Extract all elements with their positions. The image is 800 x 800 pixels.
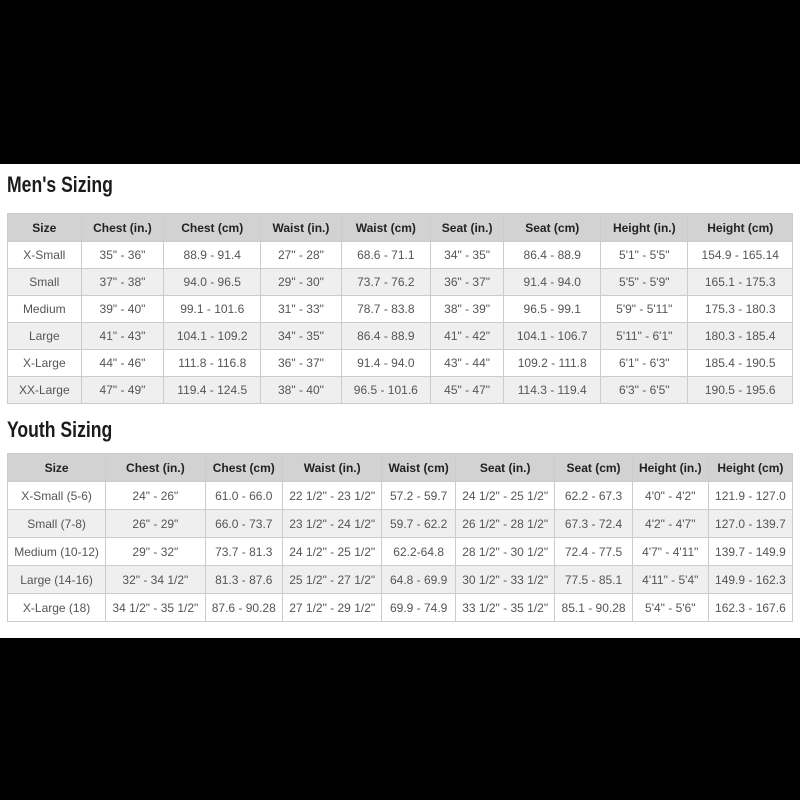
size-cell: Small [8, 269, 82, 296]
value-cell: 69.9 - 74.9 [382, 594, 456, 622]
value-cell: 190.5 - 195.6 [688, 377, 793, 404]
value-cell: 34 1/2" - 35 1/2" [106, 594, 205, 622]
size-cell: X-Large (18) [8, 594, 106, 622]
value-cell: 94.0 - 96.5 [164, 269, 261, 296]
value-cell: 127.0 - 139.7 [708, 510, 792, 538]
value-cell: 24 1/2" - 25 1/2" [282, 538, 381, 566]
youth-sizing-title [7, 419, 793, 441]
column-header: Size [8, 214, 82, 242]
value-cell: 5'1" - 5'5" [601, 242, 688, 269]
value-cell: 86.4 - 88.9 [341, 323, 430, 350]
value-cell: 165.1 - 175.3 [688, 269, 793, 296]
value-cell: 109.2 - 111.8 [504, 350, 601, 377]
value-cell: 27" - 28" [261, 242, 342, 269]
value-cell: 41" - 43" [81, 323, 164, 350]
value-cell: 36" - 37" [261, 350, 342, 377]
sizing-content [0, 174, 800, 638]
value-cell: 25 1/2" - 27 1/2" [282, 566, 381, 594]
value-cell: 35" - 36" [81, 242, 164, 269]
column-header: Seat (in.) [455, 454, 554, 482]
value-cell: 33 1/2" - 35 1/2" [455, 594, 554, 622]
value-cell: 88.9 - 91.4 [164, 242, 261, 269]
value-cell: 37" - 38" [81, 269, 164, 296]
value-cell: 32" - 34 1/2" [106, 566, 205, 594]
value-cell: 180.3 - 185.4 [688, 323, 793, 350]
value-cell: 61.0 - 66.0 [205, 482, 282, 510]
size-cell: X-Small (5-6) [8, 482, 106, 510]
column-header: Height (cm) [688, 214, 793, 242]
value-cell: 139.7 - 149.9 [708, 538, 792, 566]
value-cell: 162.3 - 167.6 [708, 594, 792, 622]
column-header: Chest (cm) [164, 214, 261, 242]
value-cell: 104.1 - 109.2 [164, 323, 261, 350]
value-cell: 44" - 46" [81, 350, 164, 377]
size-cell: Medium (10-12) [8, 538, 106, 566]
value-cell: 45" - 47" [430, 377, 504, 404]
value-cell: 4'7" - 4'11" [632, 538, 708, 566]
table-row [8, 323, 793, 350]
mens-sizing-title [7, 174, 793, 196]
value-cell: 34" - 35" [261, 323, 342, 350]
value-cell: 59.7 - 62.2 [382, 510, 456, 538]
table-row [8, 242, 793, 269]
value-cell: 62.2 - 67.3 [555, 482, 632, 510]
table-row [8, 482, 793, 510]
value-cell: 23 1/2" - 24 1/2" [282, 510, 381, 538]
value-cell: 6'1" - 6'3" [601, 350, 688, 377]
value-cell: 78.7 - 83.8 [341, 296, 430, 323]
column-header: Chest (cm) [205, 454, 282, 482]
value-cell: 68.6 - 71.1 [341, 242, 430, 269]
value-cell: 28 1/2" - 30 1/2" [455, 538, 554, 566]
value-cell: 5'11" - 6'1" [601, 323, 688, 350]
column-header: Waist (cm) [341, 214, 430, 242]
value-cell: 111.8 - 116.8 [164, 350, 261, 377]
value-cell: 4'11" - 5'4" [632, 566, 708, 594]
value-cell: 96.5 - 99.1 [504, 296, 601, 323]
value-cell: 91.4 - 94.0 [504, 269, 601, 296]
size-cell: XX-Large [8, 377, 82, 404]
column-header: Seat (cm) [555, 454, 632, 482]
value-cell: 66.0 - 73.7 [205, 510, 282, 538]
value-cell: 72.4 - 77.5 [555, 538, 632, 566]
column-header: Seat (cm) [504, 214, 601, 242]
column-header: Waist (in.) [282, 454, 381, 482]
value-cell: 119.4 - 124.5 [164, 377, 261, 404]
value-cell: 38" - 39" [430, 296, 504, 323]
value-cell: 77.5 - 85.1 [555, 566, 632, 594]
column-header: Chest (in.) [106, 454, 205, 482]
size-cell: Medium [8, 296, 82, 323]
value-cell: 175.3 - 180.3 [688, 296, 793, 323]
value-cell: 57.2 - 59.7 [382, 482, 456, 510]
value-cell: 73.7 - 76.2 [341, 269, 430, 296]
value-cell: 22 1/2" - 23 1/2" [282, 482, 381, 510]
size-cell: Large [8, 323, 82, 350]
table-row [8, 377, 793, 404]
value-cell: 30 1/2" - 33 1/2" [455, 566, 554, 594]
header-row [8, 454, 793, 482]
value-cell: 41" - 42" [430, 323, 504, 350]
value-cell: 6'3" - 6'5" [601, 377, 688, 404]
value-cell: 81.3 - 87.6 [205, 566, 282, 594]
value-cell: 47" - 49" [81, 377, 164, 404]
value-cell: 104.1 - 106.7 [504, 323, 601, 350]
table-row [8, 594, 793, 622]
value-cell: 64.8 - 69.9 [382, 566, 456, 594]
top-black-bar [0, 0, 800, 164]
table-row [8, 350, 793, 377]
value-cell: 121.9 - 127.0 [708, 482, 792, 510]
header-row [8, 214, 793, 242]
value-cell: 149.9 - 162.3 [708, 566, 792, 594]
table-row [8, 296, 793, 323]
value-cell: 5'4" - 5'6" [632, 594, 708, 622]
value-cell: 29" - 30" [261, 269, 342, 296]
value-cell: 5'9" - 5'11" [601, 296, 688, 323]
size-cell: Large (14-16) [8, 566, 106, 594]
column-header: Waist (in.) [261, 214, 342, 242]
size-cell: X-Large [8, 350, 82, 377]
value-cell: 114.3 - 119.4 [504, 377, 601, 404]
table-row [8, 566, 793, 594]
table-row [8, 510, 793, 538]
value-cell: 26" - 29" [106, 510, 205, 538]
value-cell: 62.2-64.8 [382, 538, 456, 566]
value-cell: 43" - 44" [430, 350, 504, 377]
value-cell: 73.7 - 81.3 [205, 538, 282, 566]
value-cell: 91.4 - 94.0 [341, 350, 430, 377]
value-cell: 185.4 - 190.5 [688, 350, 793, 377]
size-cell: X-Small [8, 242, 82, 269]
value-cell: 24 1/2" - 25 1/2" [455, 482, 554, 510]
value-cell: 86.4 - 88.9 [504, 242, 601, 269]
value-cell: 4'0" - 4'2" [632, 482, 708, 510]
value-cell: 87.6 - 90.28 [205, 594, 282, 622]
column-header: Height (cm) [708, 454, 792, 482]
table-row [8, 269, 793, 296]
size-cell: Small (7-8) [8, 510, 106, 538]
table-row [8, 538, 793, 566]
value-cell: 5'5" - 5'9" [601, 269, 688, 296]
value-cell: 154.9 - 165.14 [688, 242, 793, 269]
column-header: Height (in.) [632, 454, 708, 482]
value-cell: 38" - 40" [261, 377, 342, 404]
value-cell: 34" - 35" [430, 242, 504, 269]
column-header: Seat (in.) [430, 214, 504, 242]
youth-sizing-table [7, 453, 793, 622]
value-cell: 67.3 - 72.4 [555, 510, 632, 538]
column-header: Height (in.) [601, 214, 688, 242]
value-cell: 24" - 26" [106, 482, 205, 510]
value-cell: 39" - 40" [81, 296, 164, 323]
mens-sizing-title-text: Men's Sizing [7, 172, 113, 197]
value-cell: 96.5 - 101.6 [341, 377, 430, 404]
value-cell: 4'2" - 4'7" [632, 510, 708, 538]
column-header: Waist (cm) [382, 454, 456, 482]
value-cell: 29" - 32" [106, 538, 205, 566]
value-cell: 26 1/2" - 28 1/2" [455, 510, 554, 538]
column-header: Size [8, 454, 106, 482]
column-header: Chest (in.) [81, 214, 164, 242]
value-cell: 99.1 - 101.6 [164, 296, 261, 323]
mens-sizing-table [7, 213, 793, 404]
bottom-black-bar [0, 638, 800, 800]
value-cell: 85.1 - 90.28 [555, 594, 632, 622]
youth-sizing-title-text: Youth Sizing [7, 417, 113, 442]
value-cell: 27 1/2" - 29 1/2" [282, 594, 381, 622]
value-cell: 36" - 37" [430, 269, 504, 296]
value-cell: 31" - 33" [261, 296, 342, 323]
